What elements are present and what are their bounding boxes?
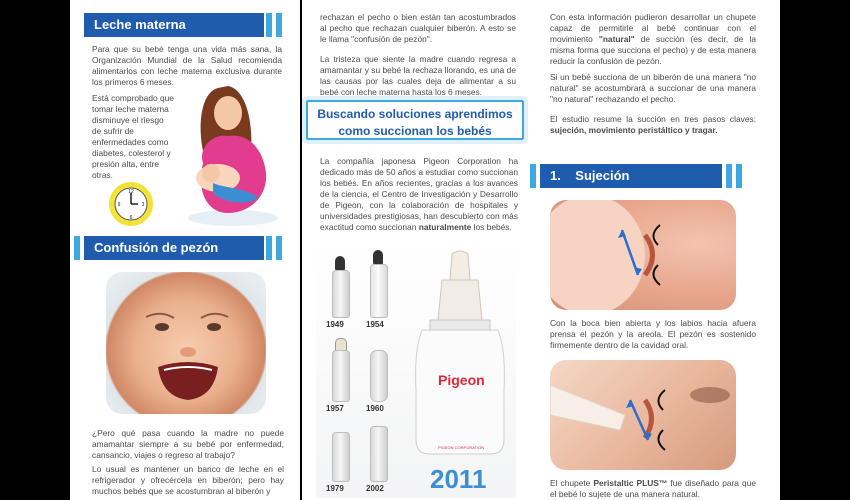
heading-accent: [276, 236, 282, 260]
bottle-history-panel: [316, 240, 516, 498]
para-banco-leche: Lo usual es mantener un banco de leche en el refrigerador y ofrecércela en biberón; pero hay muchos bebés que se acostumbran al biberón y: [92, 464, 284, 496]
year-label: 1957: [326, 404, 344, 413]
para-pigeon: [320, 156, 518, 233]
clock-number-12: 12: [128, 189, 134, 195]
year-label: 1954: [366, 320, 384, 329]
brand-logo: Pigeon: [438, 372, 485, 388]
para-pigeon-bold: naturalmente: [418, 222, 472, 232]
heading-accent: [266, 236, 272, 260]
crying-baby-photo: [106, 272, 266, 414]
caption-sujecion: Con la boca bien abierta y los labios hacia afuera prensa el pezón y la areola. El pezón es sostenido firmemente dentro de la cavidad oral.: [550, 318, 756, 350]
para-tristeza: La tristeza que siente la madre cuando regresa a amamantar y su bebé la rechaza llorando, es una de las causas por las cuales deja de alimentar a su bebé con leche materna hasta los 6 meses.: [320, 54, 516, 97]
bottle-1954: [370, 264, 388, 318]
clock-number-3: 3: [141, 202, 145, 208]
baby-latching-photo: [550, 200, 736, 310]
caption-peristaltic-end: fue diseñado para que el bebé lo sujete de una manera natural.: [550, 478, 757, 499]
middle-page: [302, 0, 530, 500]
bottle-nipple: [335, 256, 345, 270]
bottle-1979: [332, 432, 350, 482]
bottle-1957: [332, 350, 350, 402]
heading-leche-materna: [84, 13, 264, 37]
heading-accent: [74, 236, 80, 260]
bottle-2011-illustration: [408, 250, 512, 460]
right-page: [530, 0, 780, 500]
para-pregunta: ¿Pero qué pasa cuando la madre no puede amamantar siempre a su bebé por enfermedad, cansancio, viajes o regreso al trabajo?: [92, 428, 284, 460]
callout-line-2: como succionan los bebés: [338, 124, 492, 138]
heading-accent: [266, 13, 272, 37]
para-desarrollo: [550, 12, 756, 67]
caption-peristaltic: [550, 478, 756, 500]
para-pigeon-text: La compañía japonesa Pigeon Corporation ha dedicado más de 50 años a estudiar como succionan los bebés. En años recientes, gracias a los avances de la ciencia, el Centro de Investigación y Desarrollo de Pigeon, con la colaboración de hospitales y universidades prestigiosas, han descubierto con más exactitud como succionan: [320, 156, 518, 232]
left-page: [70, 0, 300, 500]
year-label: 1960: [366, 404, 384, 413]
big-year-2011: 2011: [430, 464, 487, 494]
para-desarrollo-end: de succión (es decir, de la misma forma que succiona el pecho) y de esta manera reducir la confusión de pezón.: [550, 34, 756, 66]
year-label: 1949: [326, 320, 344, 329]
bottle-2002: [370, 426, 388, 482]
callout-line-1: Buscando soluciones aprendimos: [317, 107, 513, 121]
para-pasos-text: El estudio resume la succión en tres pasos claves:: [550, 114, 756, 124]
bottle-1949: [332, 270, 350, 318]
bottle-nipple: [373, 250, 383, 264]
heading-sujecion: [540, 164, 722, 188]
para-pasos-claves: [550, 114, 756, 136]
year-label: 1979: [326, 484, 344, 493]
para-oms: Para que su bebé tenga una vida más sana, la Organización Mundial de la Salud recomienda alimentarlos con leche materna exclusiva durante los primeros 6 meses.: [92, 44, 282, 87]
heading-text: 1. Sujeción: [550, 168, 630, 183]
heading-text: Confusión de pezón: [94, 240, 219, 255]
heading-accent: [276, 13, 282, 37]
para-desarrollo-text: Con esta información pudieron desarrollar un chupete capaz de permitirle al bebé continuar con el movimiento: [550, 12, 756, 44]
para-rechazo: rechazan el pecho o bien están tan acostumbrados al pecho que rechazan cualquier biberón. A esto se le llama "confusión de pezón".: [320, 12, 516, 44]
bottle-1960: [370, 350, 388, 402]
brand-subtitle: PIGEON CORPORATION: [438, 445, 485, 450]
caption-peristaltic-text: El chupete: [550, 478, 591, 488]
clock-icon: [108, 181, 154, 227]
para-pasos-bold: sujeción, movimiento peristáltico y tragar.: [550, 125, 718, 135]
clock-number-9: 9: [117, 202, 121, 208]
clock-number-6: 6: [129, 215, 133, 221]
baby-bottle-photo: [550, 360, 736, 470]
para-beneficios: Está comprobado que tomar leche materna disminuye el riesgo de sufrir de enfermedades como diabetes, colesterol y presión alta, entre otras.: [92, 93, 174, 180]
mother-breastfeeding-illustration: [178, 78, 288, 228]
heading-confusion-pezon: [84, 236, 264, 260]
heading-accent: [530, 164, 536, 188]
solutions-callout: [306, 100, 524, 140]
para-pigeon-end: los bebés.: [473, 222, 512, 232]
heading-text: Leche materna: [94, 17, 186, 32]
para-no-natural: Si un bebé succiona de un biberón de una manera "no natural" se acostumbrará a succionar de una manera "no natural" rechazando el pecho.: [550, 72, 756, 104]
heading-accent: [736, 164, 742, 188]
para-desarrollo-bold: "natural": [598, 34, 635, 44]
caption-peristaltic-bold: Peristaltic PLUS™: [593, 478, 668, 488]
heading-accent: [726, 164, 732, 188]
year-label: 2002: [366, 484, 384, 493]
